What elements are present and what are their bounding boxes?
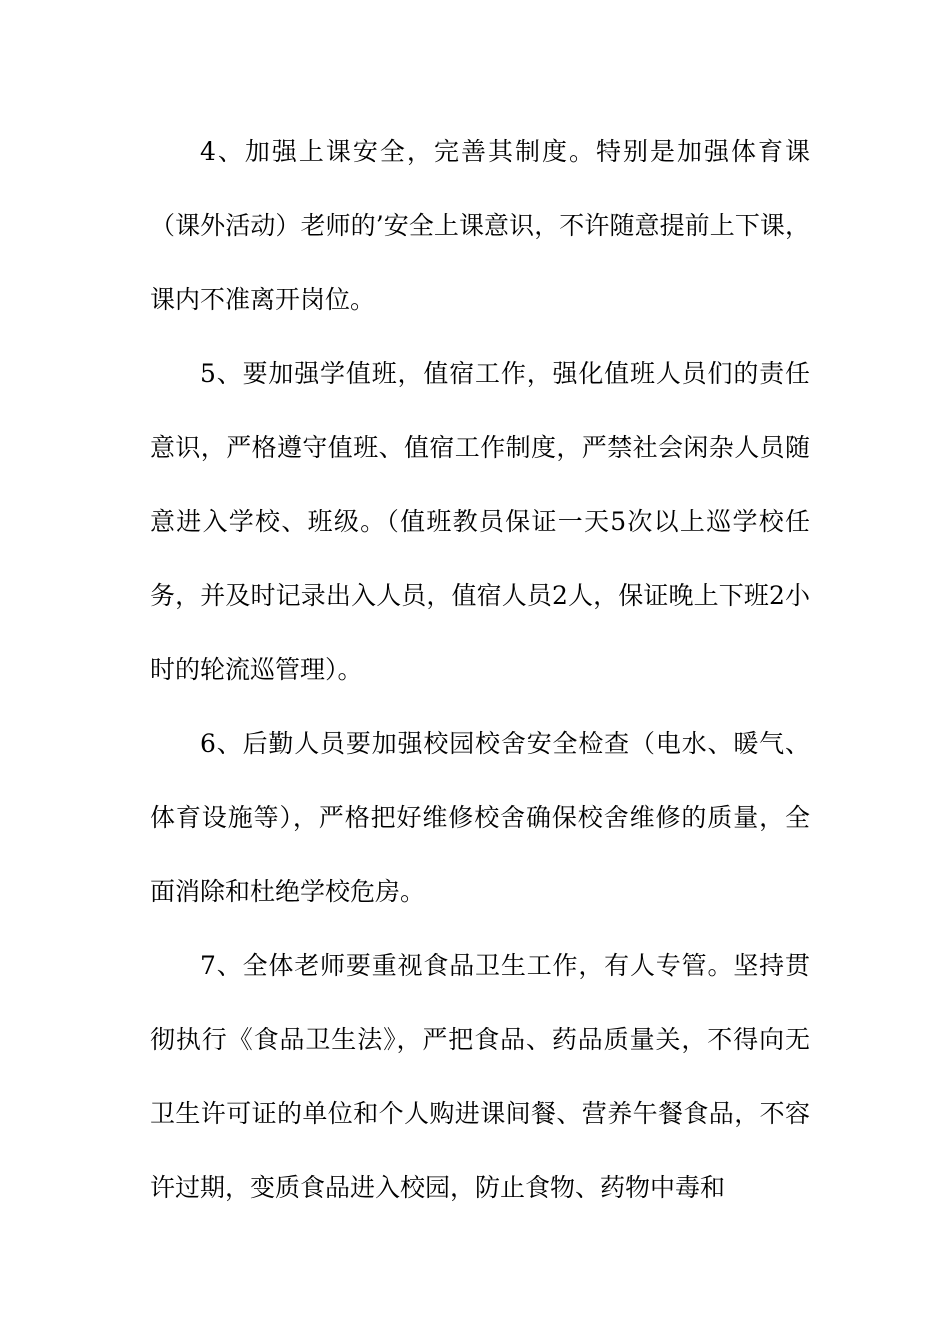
paragraph-item-6: 6、后勤人员要加强校园校舍安全检查（电水、暖气、体育设施等），严格把好维修校舍确保校舍维修的质量，全面消除和杜绝学校危房。	[150, 729, 810, 906]
paragraph-item-4: 4、加强上课安全，完善其制度。特别是加强体育课（课外活动）老师的’安全上课意识，不许随意提前上下课，课内不准离开岗位。	[150, 137, 810, 314]
paragraph-item-7: 7、全体老师要重视食品卫生工作，有人专管。坚持贯彻执行《食品卫生法》，严把食品、药品质量关，不得向无卫生许可证的单位和个人购进课间餐、营养午餐食品，不容许过期，变质食品进入校园，防止食物、药物中毒和	[150, 951, 810, 1202]
paragraph-item-5: 5、要加强学值班，值宿工作，强化值班人员们的责任意识，严格遵守值班、值宿工作制度，严禁社会闲杂人员随意进入学校、班级。（值班教员保证一天5次以上巡学校任务，并及时记录出入人员，值宿人员2人，保证晚上下班2小时的轮流巡管理）。	[150, 359, 810, 684]
document-body	[150, 115, 810, 1225]
